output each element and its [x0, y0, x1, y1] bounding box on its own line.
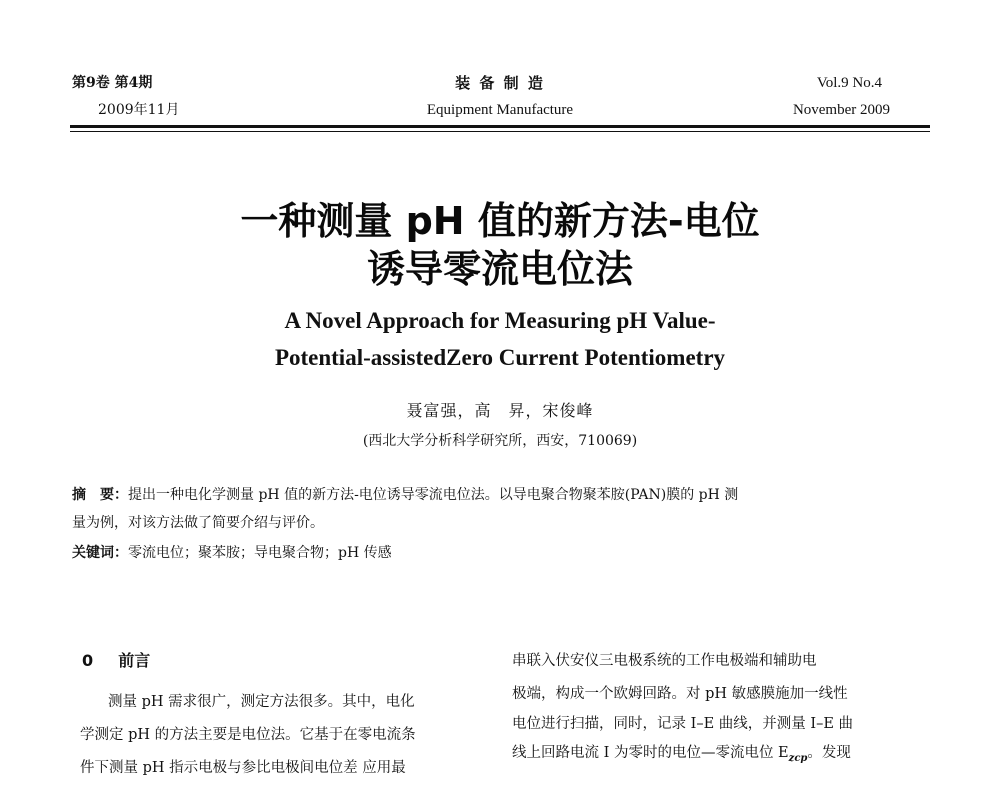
date-cn: 2009年11月 [98, 102, 180, 118]
section-number: 0 [82, 651, 94, 670]
zcp-subscript: zcp [788, 752, 808, 764]
title-en-line1: A Novel Approach for Measuring pH Value- [284, 308, 716, 333]
title-en-line2: Potential-assistedZero Current Potentiometry [274, 345, 726, 370]
abstract-line1 [72, 481, 932, 509]
abstract-line2: 量为例，对该方法做了简要介绍与评价。 [72, 515, 324, 531]
section-title: 前言 [118, 651, 151, 670]
volume-issue-en: Vol.9 No.4 [816, 75, 882, 91]
right-col-line4-end: 。发现 [807, 745, 851, 761]
left-col-line3: 件下测量 pH 指示电极与参比电极间电位差 应用最 [80, 760, 406, 776]
volume-issue-cn: 第9卷 第4期 [72, 75, 153, 91]
header-rule-thin [70, 131, 930, 132]
abstract-text: 提出一种电化学测量 pH 值的新方法-电位诱导零流电位法。以导电聚合物聚苯胺(PAN)膜的 pH 测 [128, 487, 739, 503]
right-col-line4-text: 线上回路电流 I 为零时的电位—零流电位 E [512, 745, 789, 761]
title-cn-line2: 诱导零流电位法 [366, 247, 633, 291]
keywords-text: 零流电位；聚苯胺；导电聚合物；pH 传感 [128, 545, 392, 561]
title-cn-line1: 一种测量 pH 值的新方法-电位 [240, 199, 760, 243]
right-col-line3: 电位进行扫描，同时，记录 I–E 曲线，并测量 I–E 曲 [512, 716, 854, 732]
right-col-line1: 串联入伏安仪三电极系统的工作电极端和辅助电 [512, 653, 817, 669]
keywords-line [72, 539, 932, 567]
right-col-line2: 极端，构成一个欧姆回路。对 pH 敏感膜施加一线性 [512, 686, 848, 702]
authors: 聂富强，高 昇，宋俊峰 [406, 401, 594, 420]
right-col-line4 [512, 737, 932, 775]
left-col-line1: 测量 pH 需求很广，测定方法很多。其中，电化 [108, 694, 415, 710]
header-rule-thick [70, 125, 930, 128]
left-col-line2: 学测定 pH 的方法主要是电位法。它基于在零电流条 [80, 727, 416, 743]
affiliation: (西北大学分析科学研究所，西安，710069) [362, 433, 638, 449]
date-en: November 2009 [792, 102, 890, 118]
journal-name-cn: 装 备 制 造 [455, 74, 545, 92]
abstract-label: 摘 要： [72, 487, 128, 503]
section-heading [82, 648, 150, 671]
journal-name-en: Equipment Manufacture [426, 102, 574, 118]
keywords-label: 关键词： [72, 545, 128, 561]
